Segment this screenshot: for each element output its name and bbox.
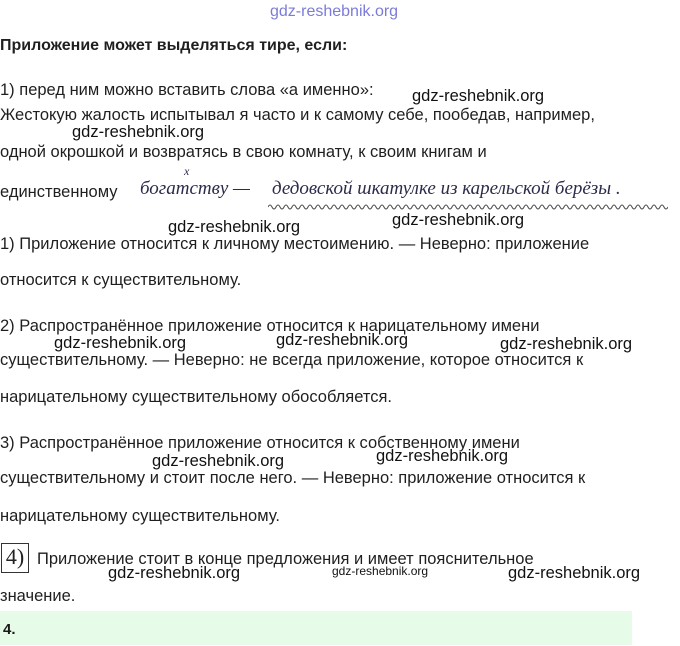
example-line-4-prefix: единственному — [0, 183, 118, 201]
watermark: gdz-reshebnik.org — [152, 452, 285, 470]
option-1-line-2: относится к существительному. — [0, 271, 242, 289]
watermark: gdz-reshebnik.org — [412, 87, 545, 105]
handwritten-mark: х — [184, 164, 190, 178]
option-4-line-1: Приложение стоит в конце предложения и имеет пояснительное — [37, 550, 534, 568]
option-3-line-1: 3) Распространённое приложение относится к собственному имени — [0, 434, 520, 452]
option-3-line-2: существительному и стоит после него. — Неверно: приложение относится к — [0, 469, 586, 487]
option-4-line-2: значение. — [0, 587, 76, 605]
watermark: gdz-reshebnik.org — [108, 564, 241, 582]
watermark-top: gdz-reshebnik.org — [270, 3, 399, 20]
example-line-3: одной окрошкой и возвратясь в свою комнату, к своим книгам и — [0, 143, 487, 161]
example-line-2: Жестокую жалость испытывал я часто и к самому себе, пообедав, например, — [0, 106, 595, 124]
handwritten-word: богатству — — [140, 178, 250, 199]
answer-bar — [0, 611, 632, 645]
watermark: gdz-reshebnik.org — [72, 123, 205, 141]
option-3-line-3: нарицательному существительному. — [0, 507, 280, 525]
watermark: gdz-reshebnik.org — [54, 334, 187, 352]
option-1-line-1: 1) Приложение относится к личному местоимению. — Неверно: приложение — [0, 235, 590, 253]
watermark: gdz-reshebnik.org — [376, 447, 509, 465]
watermark: gdz-reshebnik.org — [508, 564, 641, 582]
option-4-number-box: 4) — [1, 543, 29, 573]
option-2-line-3: нарицательному существительному обособляется. — [0, 388, 393, 406]
watermark-small: gdz-reshebnik.org — [332, 564, 429, 578]
watermark: gdz-reshebnik.org — [168, 218, 301, 236]
example-line-1: 1) перед ним можно вставить слова «а именно»: — [0, 81, 374, 99]
watermark: gdz-reshebnik.org — [500, 335, 633, 353]
question-heading: Приложение может выделяться тире, если: — [0, 37, 348, 54]
answer-text: 4. — [3, 621, 16, 638]
option-2-line-2: существительному. — Неверно: не всегда приложение, которое относится к — [0, 351, 584, 369]
handwritten-phrase: дедовской шкатулке из карельской берёзы . — [272, 178, 621, 199]
watermark: gdz-reshebnik.org — [276, 331, 409, 349]
option-2-line-1: 2) Распространённое приложение относится к нарицательному имени — [0, 317, 540, 335]
watermark: gdz-reshebnik.org — [392, 211, 525, 229]
